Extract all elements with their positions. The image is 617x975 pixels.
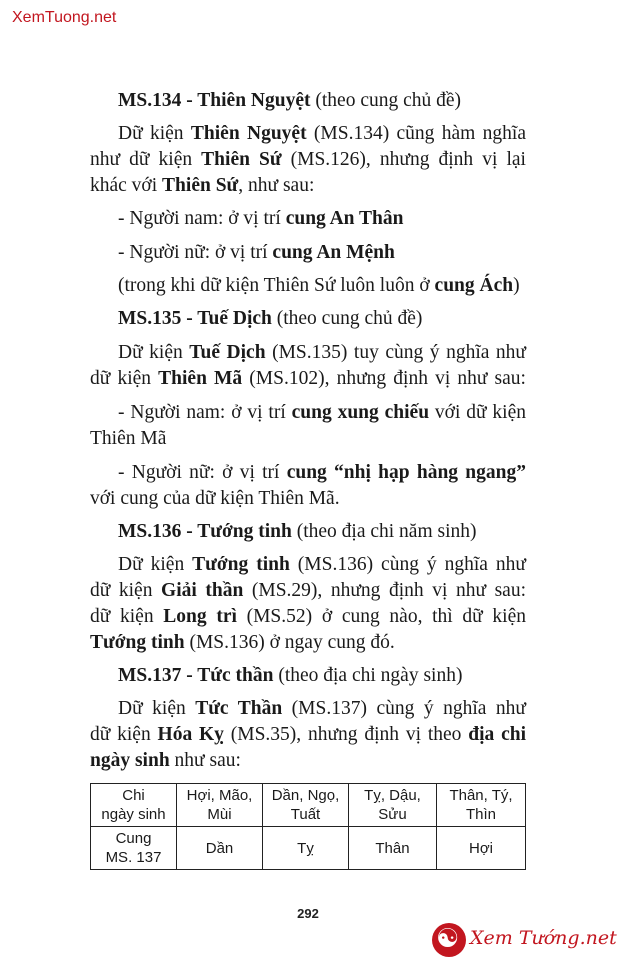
table-row [91,827,526,870]
paragraph-line: Dữ kiện Tuế Dịch (MS.135) tuy cùng ý nghĩa như [118,342,526,363]
yin-yang-icon: ☯ [432,923,466,957]
item-female-tue-dich: - Người nữ: ở vị trí cung “nhị hạp hàng ngang” [118,462,526,483]
table-cell: Cung MS. 137 [91,827,177,870]
table-cell: Thân, Tý, Thìn [437,784,526,827]
item-female: - Người nữ: ở vị trí cung An Mệnh [118,242,395,263]
paragraph-line: dữ kiện Giải thần (MS.29), nhưng định vị như sau: [90,580,526,601]
watermark-top[interactable]: XemTuong.net [12,9,117,26]
heading-ms136: MS.136 - Tướng tinh (theo địa chi năm sinh) [118,521,477,542]
heading-ms137: MS.137 - Tức thần (theo địa chi ngày sinh) [118,665,463,686]
item-male: - Người nam: ở vị trí cung An Thân [118,208,404,229]
note-paragraph: (trong khi dữ kiện Thiên Sứ luôn luôn ở cung Ách) [118,275,520,296]
heading-ms134: MS.134 - Thiên Nguyệt (theo cung chủ đề) [118,90,462,111]
paragraph-line: với cung của dữ kiện Thiên Mã. [90,488,340,509]
lookup-table [90,783,526,870]
heading-ms135: MS.135 - Tuế Dịch (theo cung chủ đề) [118,308,423,329]
paragraph-line: Dữ kiện Tướng tinh (MS.136) cùng ý nghĩa như [118,554,526,575]
page-number: 292 [297,906,319,921]
table-header-row [91,784,526,827]
paragraph-line: Tướng tinh (MS.136) ở ngay cung đó. [90,632,395,653]
table-cell: Tỵ, Dậu, Sửu [349,784,437,827]
table-cell: Thân [349,827,437,870]
table-cell: Dần, Ngọ, Tuất [263,784,349,827]
item-male-tue-dich: - Người nam: ở vị trí cung xung chiếu với dữ kiện [118,402,527,423]
table-cell: Tỵ [263,827,349,870]
paragraph-line: dữ kiện Long trì (MS.52) ở cung nào, thì dữ kiện [90,606,526,627]
table-cell: Hợi, Mão, Mùi [177,784,263,827]
table-cell: Chi ngày sinh [91,784,177,827]
site-logo[interactable] [432,923,617,959]
paragraph-line: dữ kiện Hóa Kỵ (MS.35), nhưng định vị theo địa chi [90,724,526,745]
table-cell: Hợi [437,827,526,870]
paragraph-line: dữ kiện Thiên Mã (MS.102), nhưng định vị như sau: [90,368,526,389]
paragraph-thien-nguyet [90,121,526,147]
logo-text: Xem Tướng.net [470,927,617,949]
paragraph-line: Thiên Mã [90,428,167,449]
paragraph-line: như dữ kiện Thiên Sứ (MS.126), nhưng định vị lại [90,149,526,170]
paragraph-line: Dữ kiện Tức Thần (MS.137) cùng ý nghĩa như [118,698,526,719]
paragraph-line: khác với Thiên Sứ, như sau: [90,175,315,196]
table-cell: Dần [177,827,263,870]
line: Dữ kiện Thiên Nguyệt (MS.134) cũng hàm nghĩa [118,123,526,144]
paragraph-line: ngày sinh như sau: [90,750,241,771]
